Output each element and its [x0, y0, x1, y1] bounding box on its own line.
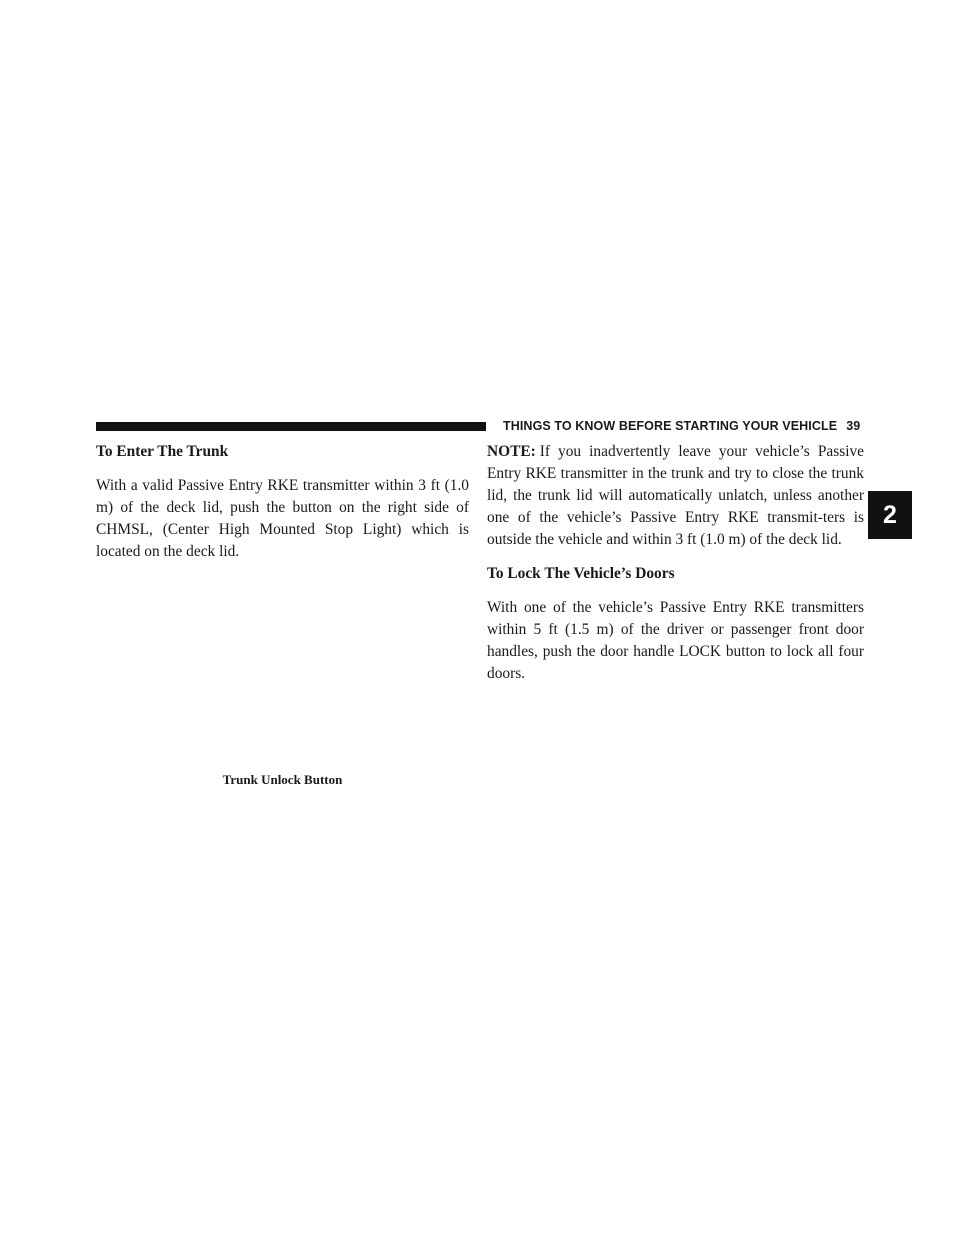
right-column — [487, 441, 864, 697]
paragraph-enter-trunk: With a valid Passive Entry RKE transmitter within 3 ft (1.0 m) of the deck lid, push the button on the right side of CHMSL, (Center High Mounted Stop Light) which is located on the deck lid. — [96, 477, 469, 560]
header-rule-bar — [96, 422, 486, 431]
page-number: 39 — [846, 419, 861, 433]
section-heading-lock-doors: To Lock The Vehicle’s Doors — [487, 565, 675, 582]
left-column — [96, 441, 469, 575]
figure-caption: Trunk Unlock Button — [222, 772, 343, 787]
note-paragraph — [487, 441, 864, 551]
section-heading-enter-trunk: To Enter The Trunk — [96, 443, 229, 460]
chapter-tab: 2 — [868, 491, 912, 539]
note-label: NOTE: — [487, 443, 536, 460]
header-title: THINGS TO KNOW BEFORE STARTING YOUR VEHICLE — [503, 419, 838, 433]
note-text: If you inadvertently leave your vehicle’s Passive Entry RKE transmitter in the trunk and try to close the trunk lid, the trunk lid will automatically unlatch, unless another one of the vehicle’s Passive Entry RKE transmit-ters is outside the vehicle and within 3 ft (1.0 m) of the deck lid. — [487, 443, 864, 548]
page-header — [503, 417, 860, 435]
paragraph-lock-doors: With one of the vehicle’s Passive Entry RKE transmitters within 5 ft (1.5 m) of the driver or passenger front door handles, push the door handle LOCK button to lock all four doors. — [487, 599, 864, 682]
